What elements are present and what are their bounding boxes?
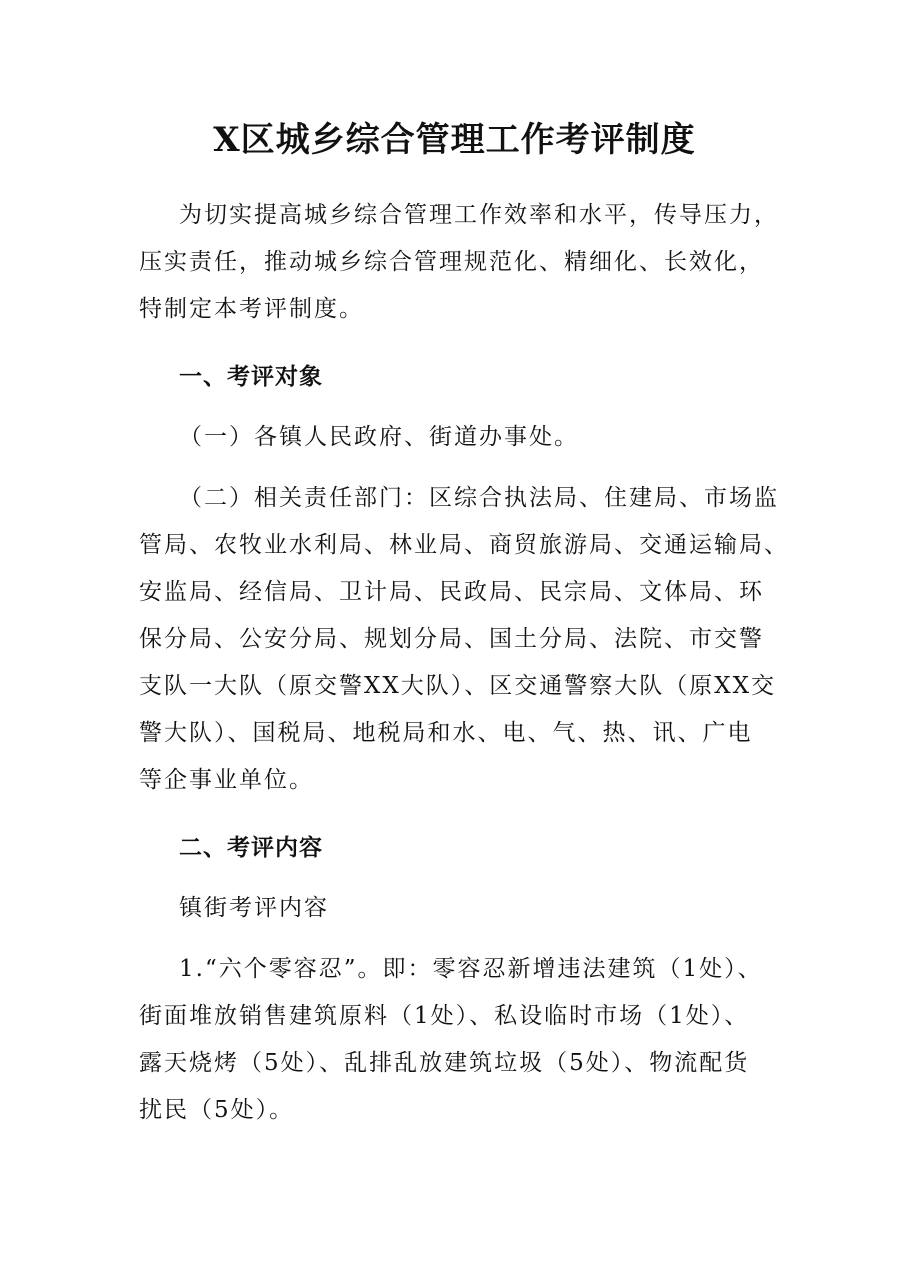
item-line: 露天烧烤（5处）、乱排乱放建筑垃圾（5处）、物流配货 <box>139 1050 750 1076</box>
item2-line: 支队一大队（原交警XX大队）、区交通警察大队（原XX交 <box>139 673 776 699</box>
document-body <box>139 192 789 1134</box>
section1-item2 <box>139 475 789 804</box>
item2-line: 管局、农牧业水利局、林业局、商贸旅游局、交通运输局、 <box>139 532 789 558</box>
section2-item1 <box>139 946 779 1134</box>
item2-line: 保分局、公安分局、规划分局、国土分局、法院、市交警 <box>139 626 764 652</box>
item-line: 1.“六个零容忍”。即：零容忍新增违法建筑（1处）、 <box>179 956 763 982</box>
item2-line: 警大队）、国税局、地税局和水、电、气、热、讯、广电 <box>139 720 753 746</box>
intro-line: 特制定本考评制度。 <box>139 296 364 322</box>
item2-line: 等企事业单位。 <box>139 767 314 793</box>
item-line: 扰民（5处）。 <box>139 1097 295 1123</box>
item-line: 街面堆放销售建筑原料（1处）、私设临时市场（1处）、 <box>139 1003 750 1029</box>
intro-paragraph <box>139 192 779 333</box>
section-heading-2: 二、考评内容 <box>179 834 323 861</box>
document-title: X区城乡综合管理工作考评制度 <box>213 120 696 160</box>
section2-subheading: 镇街考评内容 <box>179 895 329 921</box>
section-heading-1: 一、考评对象 <box>179 363 323 390</box>
item2-line: 安监局、经信局、卫计局、民政局、民宗局、文体局、环 <box>139 579 764 605</box>
item2-line: （二）相关责任部门：区综合执法局、住建局、市场监 <box>179 485 779 511</box>
intro-line: 压实责任，推动城乡综合管理规范化、精细化、长效化， <box>139 249 764 275</box>
section1-item1: （一）各镇人民政府、街道办事处。 <box>179 424 579 450</box>
intro-line: 为切实提高城乡综合管理工作效率和水平，传导压力， <box>179 202 779 228</box>
